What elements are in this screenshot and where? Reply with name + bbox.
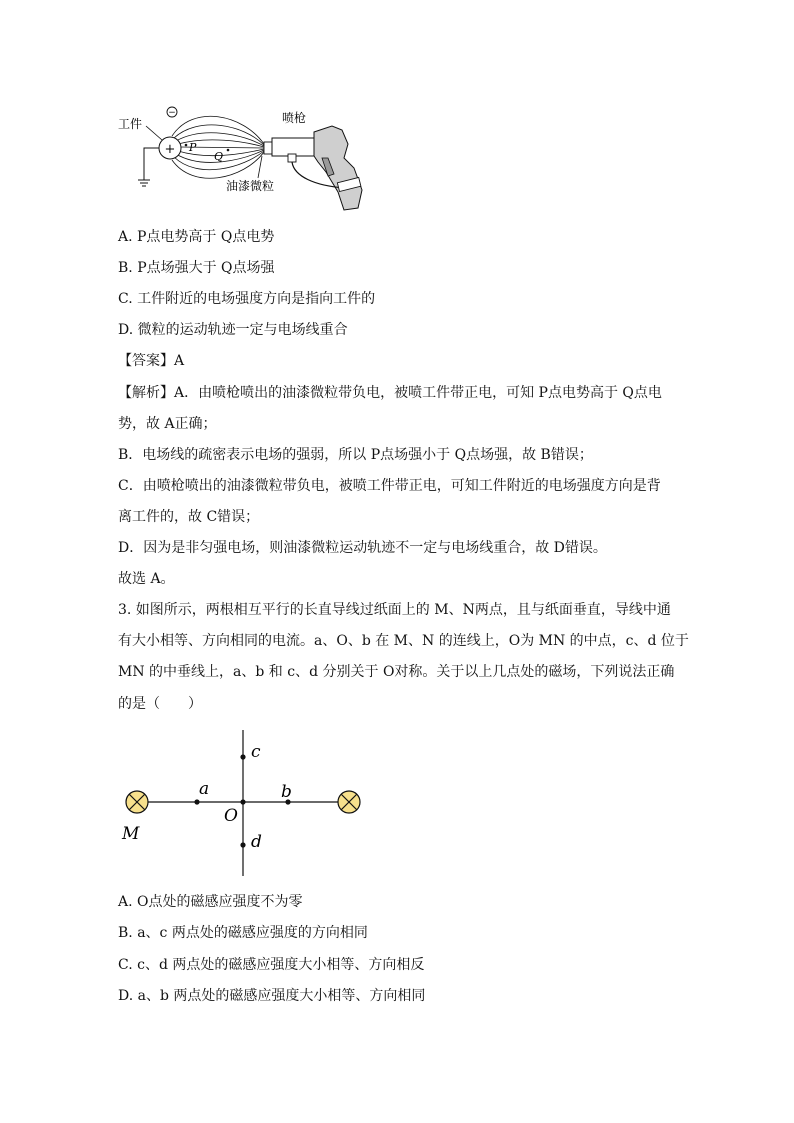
workpiece-leader	[146, 126, 162, 140]
spray-gun-figure	[118, 104, 368, 216]
point-a-dot	[194, 799, 199, 804]
ground-wire	[144, 148, 160, 180]
point-c-dot	[240, 754, 245, 759]
gun-fitting	[288, 154, 296, 162]
q2-option-d: D. 微粒的运动轨迹一定与电场线重合	[118, 322, 348, 338]
q2-option-c: C. 工件附近的电场强度方向是指向工件的	[118, 291, 376, 307]
plus-sign: +	[164, 142, 176, 157]
q2-analysis-line-1: 【解析】A．由喷枪喷出的油漆微粒带负电，被喷工件带正电，可知 P点电势高于 Q点电	[118, 385, 662, 401]
point-d-dot	[240, 842, 245, 847]
q3-option-a: A. O点处的磁感应强度不为零	[118, 894, 303, 910]
label-o: O	[224, 806, 238, 826]
q2-analysis-line-3: B．电场线的疏密表示电场的强弱，所以 P点场强小于 Q点场强，故 B错误；	[118, 447, 593, 463]
workpiece-label: 工件	[118, 117, 143, 131]
q2-conclusion: 故选 A。	[118, 571, 175, 587]
q3-stem-line-3: MN 的中垂线上，a、b 和 c、d 分别关于 O对称。关于以上几点处的磁场，下列说法正确	[118, 664, 675, 680]
q2-analysis-line-6: D．因为是非匀强电场，则油漆微粒运动轨迹不一定与电场线重合，故 D错误。	[118, 540, 607, 556]
label-b: b	[281, 782, 292, 802]
q3-stem-line-4: 的是（ ）	[118, 696, 202, 712]
gun-label: 喷枪	[282, 111, 307, 125]
label-a: a	[199, 779, 210, 799]
wire-m-icon	[126, 791, 148, 813]
ground-symbol	[138, 180, 150, 186]
q2-option-b: B. P点场强大于 Q点场强	[118, 260, 275, 276]
point-p-label: P	[189, 141, 197, 154]
label-d: d	[251, 832, 262, 852]
q3-option-b: B. a、c 两点处的磁感应强度的方向相同	[118, 925, 368, 941]
wire-n-icon	[338, 791, 360, 813]
q2-answer: 【答案】A	[118, 353, 185, 369]
q2-analysis-line-4: C．由喷枪喷出的油漆微粒带负电，被喷工件带正电，可知工件附近的电场强度方向是背	[118, 478, 661, 494]
point-q-label: Q	[214, 150, 224, 163]
field-lines	[172, 116, 264, 178]
gun-body	[314, 126, 362, 210]
q3-stem-line-1: 3. 如图所示，两根相互平行的长直导线过纸面上的 M、N两点，且与纸面垂直，导线中通	[118, 602, 671, 618]
particles-leader	[258, 156, 262, 178]
q2-option-a: A. P点电势高于 Q点电势	[118, 229, 275, 245]
point-o-dot	[240, 799, 245, 804]
gun-barrel	[272, 138, 314, 156]
q3-stem-line-2: 有大小相等、方向相同的电流。a、O、b 在 M、N 的连线上，O为 MN 的中点，c、d 位于	[118, 633, 689, 649]
q3-option-c: C. c、d 两点处的磁感应强度大小相等、方向相反	[118, 957, 425, 973]
minus-sign: −	[168, 108, 176, 118]
particles-label: 油漆微粒	[226, 179, 275, 193]
label-c: c	[251, 742, 261, 762]
gun-nozzle	[264, 142, 272, 154]
q2-analysis-line-2: 势，故 A正确；	[118, 416, 217, 432]
label-m: M	[122, 824, 140, 844]
wires-figure	[118, 726, 378, 878]
point-p-dot	[185, 144, 188, 147]
q2-analysis-line-5: 离工件的，故 C错误；	[118, 509, 260, 525]
q3-option-d: D. a、b 两点处的磁感应强度大小相等、方向相同	[118, 988, 426, 1004]
point-q-dot	[227, 149, 230, 152]
